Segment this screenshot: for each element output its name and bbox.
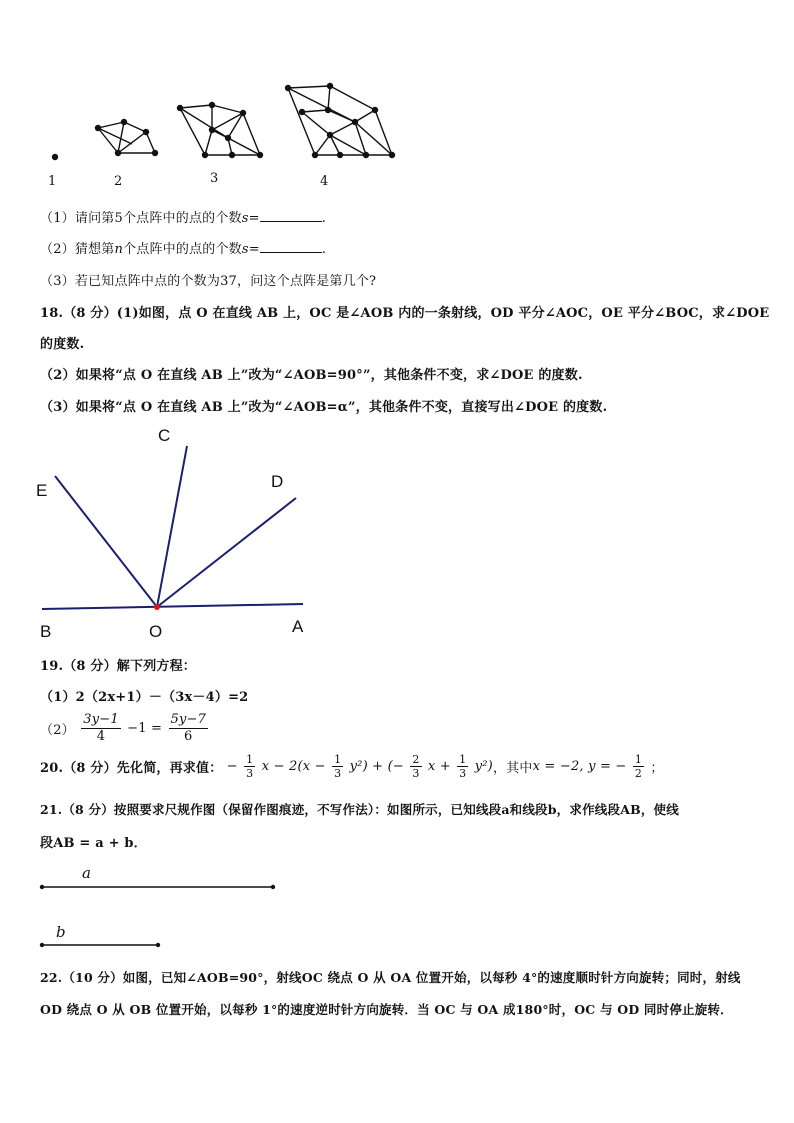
q20-t5: y²) — [474, 759, 493, 774]
q22-line1: 22.（10 分）如图，已知∠AOB=90°，射线OC 绕点 O 从 OA 位置开始，以每秒 4°的速度顺时针方向旋转；同时，射线 — [40, 970, 741, 985]
q20-frac3 — [410, 753, 421, 780]
q19-title: 19.（8 分）解下列方程： — [40, 659, 196, 674]
q20-t3: y²) + (− — [349, 759, 404, 774]
dot-pattern-label-4: 4 — [320, 174, 329, 189]
q20-frac1 — [244, 753, 255, 780]
q17-part2-n: n — [114, 242, 124, 257]
q17-part2-eq: = — [248, 242, 260, 257]
q20-frac5-num: 1 — [634, 753, 643, 766]
q20-frac1-num: 1 — [246, 753, 254, 766]
q19-eq2-frac2 — [169, 712, 209, 745]
q20-t8: ； — [650, 761, 664, 776]
q18-part2: （2）如果将“点 O 在直线 AB 上”改为“∠AOB=90°”，其他条件不变，求∠DOE 的度数. — [40, 368, 583, 383]
q17-part2 — [40, 238, 326, 257]
q20-t7: x = −2, y = − — [532, 759, 627, 774]
q20-frac3-den: 3 — [412, 767, 420, 780]
q19-eq1: （1）2（2x+1）－（3x－4）=2 — [40, 690, 249, 705]
q17-part3: （3）若已知点阵中点的个数为37，问这个点阵是第几个? — [40, 274, 377, 289]
line-ba — [42, 604, 303, 609]
q20-frac5 — [633, 753, 644, 780]
angle-figure — [0, 420, 360, 650]
label-b: B — [40, 622, 52, 641]
q20-t2: x − 2(x − — [261, 759, 326, 774]
q20-t1: − — [226, 759, 238, 774]
q20-frac2-num: 1 — [334, 753, 342, 766]
label-e: E — [36, 481, 48, 500]
point-o — [154, 604, 160, 610]
q20-frac4 — [457, 753, 468, 780]
q17-part2-end: . — [321, 242, 327, 257]
dot-pattern-figure — [0, 0, 794, 200]
segment-a-label: a — [82, 864, 91, 882]
q19-eq2 — [40, 712, 210, 745]
q19-eq2-mid: −1 = — [127, 721, 163, 736]
q18-line2: 的度数. — [40, 337, 85, 352]
q20-frac1-den: 3 — [246, 767, 254, 780]
q19-eq2-frac2-den: 6 — [184, 729, 193, 744]
q18-part3: （3）如果将“点 O 在直线 AB 上”改为“∠AOB=α”，其他条件不变，直接写出∠DOE 的度数. — [40, 400, 608, 415]
q20-frac4-num: 1 — [459, 753, 467, 766]
dot-pattern-label-3: 3 — [210, 171, 219, 186]
q18-line1: 18.（8 分）(1)如图，点 O 在直线 AB 上，OC 是∠AOB 内的一条射线，OD 平分∠AOC，OE 平分∠BOC，求∠DOE — [40, 306, 770, 321]
q19-eq2-frac1-num: 3y−1 — [83, 712, 119, 727]
q22-line2: OD 绕点 O 从 OB 位置开始，以每秒 1°的速度逆时针方向旋转．当 OC 与 OA 成180°时，OC 与 OD 同时停止旋转． — [40, 1002, 733, 1017]
dot-pattern-label-2: 2 — [114, 174, 123, 189]
label-d: D — [271, 472, 284, 491]
q20-t6: ，其中 — [492, 761, 533, 776]
q19-eq2-frac1 — [81, 712, 121, 745]
ray-oc — [157, 446, 187, 607]
q19-eq2-frac2-num: 5y−7 — [170, 712, 207, 727]
q17-part2-text: （2）猜想第 — [40, 242, 115, 257]
q20-frac4-den: 3 — [459, 767, 467, 780]
dot-pattern-label-1: 1 — [48, 174, 57, 189]
q20-frac3-num: 2 — [412, 753, 420, 766]
q17-part1-text: （1）请问第5个点阵中的点的个数 — [40, 211, 242, 226]
q17-part1 — [40, 207, 326, 226]
label-o: O — [149, 622, 163, 641]
q17-part2-var: s — [241, 242, 249, 257]
q17-part2-mid: 个点阵中的点的个数 — [123, 242, 242, 257]
q19-eq2-prefix: （2） — [40, 723, 75, 738]
label-a: A — [292, 617, 304, 636]
ray-oe — [55, 476, 157, 607]
q20-t4: x + — [427, 759, 451, 774]
q20-frac2 — [332, 753, 343, 780]
ray-od — [157, 498, 296, 607]
q19-eq2-frac1-den: 4 — [96, 729, 106, 744]
q20-prefix: 20.（8 分）先化简，再求值： — [40, 761, 223, 776]
q20-line — [40, 753, 664, 780]
q17-part1-blank — [260, 209, 322, 222]
segments-figure — [0, 860, 300, 960]
q21-line1: 21.（8 分）按照要求尺规作图（保留作图痕迹，不写作法）：如图所示，已知线段a和线段b，求作线段AB，使线 — [40, 802, 679, 817]
q21-line2: 段AB = a + b． — [40, 836, 147, 851]
q17-part1-var: s — [241, 211, 249, 226]
segment-b-label: b — [56, 923, 66, 941]
q20-frac2-den: 3 — [334, 767, 342, 780]
label-c: C — [158, 426, 171, 445]
q17-part2-blank — [260, 240, 322, 253]
q20-frac5-den: 2 — [634, 767, 643, 780]
q17-part1-end: . — [321, 211, 327, 226]
q17-part1-eq: = — [248, 211, 260, 226]
